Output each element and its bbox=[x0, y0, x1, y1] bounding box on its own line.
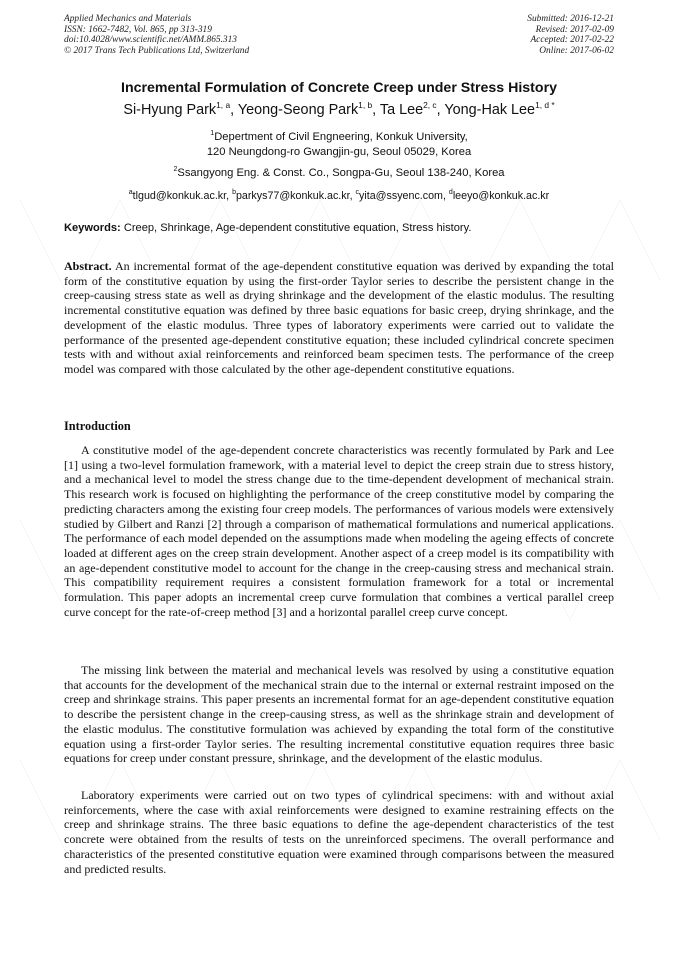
journal-info bbox=[64, 14, 249, 56]
paper-title: Incremental Formulation of Concrete Creep under Stress History bbox=[121, 80, 557, 96]
date-submitted: Submitted: 2016-12-21 bbox=[527, 14, 614, 24]
keywords-label: Keywords: bbox=[64, 222, 121, 234]
author-name: Yeong-Seong Park bbox=[237, 102, 359, 118]
publication-dates bbox=[527, 14, 614, 56]
affiliation-mark: 1 bbox=[210, 130, 215, 137]
author-affiliation-mark: 1, b bbox=[358, 100, 373, 110]
section-heading-introduction: Introduction bbox=[64, 419, 131, 433]
affiliation-line: Depertment of Civil Engneering, Konkuk University, bbox=[214, 131, 468, 143]
journal-issn: ISSN: 1662-7482, Vol. 865, pp 313-319 bbox=[64, 24, 212, 35]
email-address[interactable]: parkys77@konkuk.ac.kr bbox=[235, 190, 350, 202]
email-mark: a bbox=[128, 189, 133, 196]
abstract bbox=[64, 259, 614, 377]
date-revised: Revised: 2017-02-09 bbox=[535, 24, 614, 35]
paragraph: Laboratory experiments were carried out on two types of cylindrical specimens: with and without axial reinforcements, where the case with axial reinforcements were designed to examine restraining effects on the creep and shrinkage strains. The three basic equations to define the age-dependent characteristics of the test concrete were obtained from the results of tests on the unreinforced specimens. The overall performance and characteristics of the presented constitutive equation were examined through comparisons between the measured and predicted results. bbox=[64, 788, 614, 876]
affiliation-mark: 2 bbox=[173, 166, 178, 173]
author-affiliation-mark: 2, c bbox=[423, 100, 437, 110]
email-mark: d bbox=[448, 189, 453, 196]
author-affiliation-mark: 1, d * bbox=[535, 100, 555, 110]
affiliation-line: 120 Neungdong-ro Gwangjin-gu, Seoul 05029, Korea bbox=[206, 146, 472, 158]
affiliation-line: Ssangyong Eng. & Const. Co., Songpa-Gu, Seoul 138-240, Korea bbox=[177, 167, 505, 179]
author-name: Ta Lee bbox=[379, 102, 424, 118]
email-address[interactable]: leeyo@konkuk.ac.kr bbox=[452, 190, 550, 202]
paragraph: A constitutive model of the age-dependent concrete characteristics was recently formulated by Park and Lee [1] using a two-level formulation framework, with a material level to depict the creep strain due to stress history, and a mechanical level to model the stress change due to the time-dependent development of mechanical strain. This research work is focused on highlighting the performance of the creep constitutive model by comparing the predicting characters among the existing four creep models. The performances of various models were extensively studied by Gilbert and Ranzi [2] through a comparison of mathematical formulations and numerical applications. The performance of each model depended on the assumptions made when modeling the ageing effects of concrete loaded at different ages on the creep strain development. Another aspect of a creep model is its compatibility with an age-dependent constitutive model to account for the change in the creep-causing stress and mechanical strain. This compatibility requirement requires a consistent formulation framework for a total or incremental formulation. This paper adopts an incremental creep curve formulation that combines a vertical parallel creep curve concept for the rate-of-creep method [3] and a horizontal parallel creep curve concept. bbox=[64, 443, 614, 619]
affiliation-1 bbox=[0, 130, 678, 160]
author-affiliation-mark: 1, a bbox=[216, 100, 231, 110]
paragraph: The missing link between the material and mechanical levels was resolved by using a constitutive equation that accounts for the development of the mechanical strain due to the internal or external restraint imposed on the creep and shrinkage strains. This paper presents an incremental format for an age-dependent constitutive equation to describe the persistent change in the creep-causing stress, as well as the shrinkage strain and development of the elastic modulus. The constitutive formulation was achieved by expanding the total form of the constitutive equation using a first-order Taylor series. The resulting incremental constitutive equation requires three basic equations for creep under constant pressure, shrinkage, and the development of the elastic modulus. bbox=[64, 663, 614, 766]
email-mark: c bbox=[355, 189, 360, 196]
email-address[interactable]: yita@ssyenc.com bbox=[359, 190, 443, 202]
journal-doi[interactable]: doi:10.4028/www.scientific.net/AMM.865.313 bbox=[64, 35, 237, 46]
abstract-text: An incremental format of the age-dependent constitutive equation was derived by expanding the total form of the constitutive equation by using the first-order Taylor series to describe the persistent change in the creep-causing stress state as well as drying shrinkage and the development of the elastic modulus. The resulting incremental constitutive equation was defined by three basic equations for basic creep, drying shrinkage, and the development of the elastic modulus. Three types of laboratory experiments were carried out to validate the performance of the presented age-dependent constitutive equation; these included cylindrical concrete specimen tests with and without axial reinforcements and reinforced beam specimen tests. The performance of the creep model was compared with those calculated by the other age-dependent constitutive equations. bbox=[64, 259, 614, 376]
keywords bbox=[64, 222, 616, 234]
author-name: Si-Hyung Park bbox=[123, 102, 217, 118]
journal-copyright: © 2017 Trans Tech Publications Ltd, Switzerland bbox=[64, 45, 250, 56]
journal-name: Applied Mechanics and Materials bbox=[64, 14, 192, 24]
abstract-label: Abstract. bbox=[64, 259, 112, 273]
date-accepted: Accepted: 2017-02-22 bbox=[530, 35, 614, 46]
author-list: Si-Hyung Park$^{1, a}$, Yeong-Seong Park$^{1, b}$, Ta Lee$^{2, c}$, Yong-Hak Lee$^{1, d *}$ bbox=[123, 100, 555, 118]
author-emails: $^a$tlgud@konkuk.ac.kr, $^b$parkys77@konkuk.ac.kr, $^c$yita@ssyenc.com, $^d$leeyo@konkuk.ac.kr bbox=[128, 189, 550, 202]
affiliation-2 bbox=[0, 166, 678, 181]
email-mark: b bbox=[232, 189, 236, 196]
date-online: Online: 2017-06-02 bbox=[539, 45, 614, 56]
email-address[interactable]: tlgud@konkuk.ac.kr bbox=[132, 190, 227, 202]
keywords-text: Creep, Shrinkage, Age-dependent constitutive equation, Stress history. bbox=[123, 222, 472, 234]
author-name: Yong-Hak Lee bbox=[444, 102, 536, 118]
